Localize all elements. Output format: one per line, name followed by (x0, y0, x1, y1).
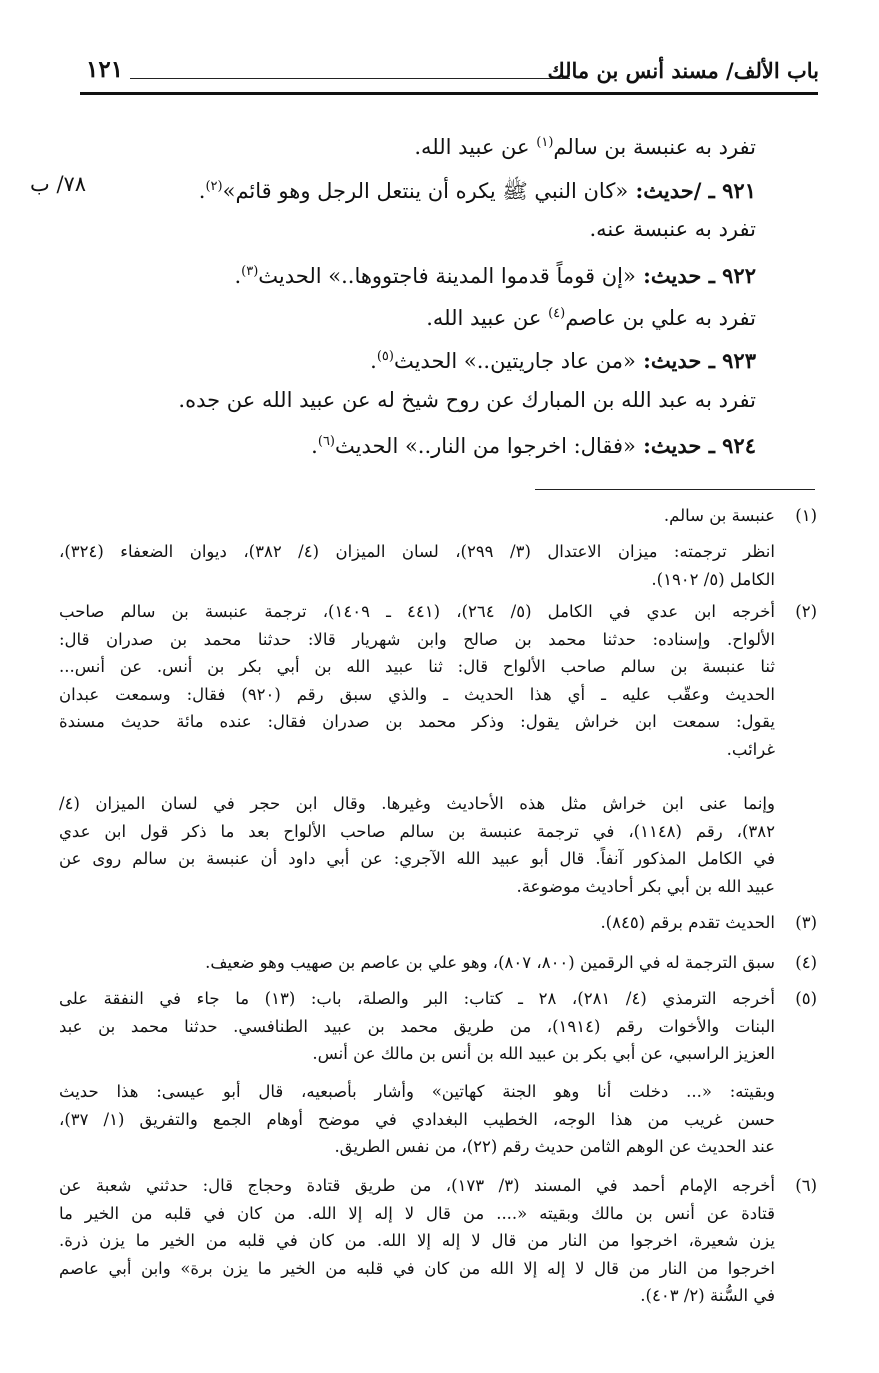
footnote-2-continued (59, 790, 775, 900)
footnote-ref-6[interactable]: (٦) (317, 434, 335, 449)
hadith-text: «من عاد جاريتين..» الحديث (393, 349, 636, 373)
footnote-line: حسن غريب من هذا الوجه، الخطيب البغدادي في موضح أوهام الجمع والتفريق (١/ ٣٧)، (59, 1109, 775, 1129)
manuscript-folio-note: ٧٨/ ب (30, 172, 87, 196)
body-text: تفرد به علي بن عاصم (565, 306, 756, 330)
body-line-5 (426, 299, 756, 333)
body-text: تفرد به عنبسة بن سالم (553, 135, 756, 159)
footnote-ref-1[interactable]: (١) (536, 135, 554, 150)
hadith-text: «إن قوماً قدموا المدينة فاجتووها..» الحديث (258, 264, 636, 288)
footnote-line: وبقيته: «... دخلت أنا وهو الجنة كهاتين» وأشار بأصبعيه، قال أبو عيسى: هذا حديث (59, 1082, 775, 1101)
footnote-line: البنات والأخوات رقم (١٩١٤)، من طريق محمد بن عبيد الطنافسي. حدثنا محمد بن عبد (59, 1016, 775, 1036)
footnote-number-3: (٣) (795, 913, 817, 932)
hadith-text: «كان النبي ﷺ يكره أن ينتعل الرجل وهو قائم» (222, 179, 629, 203)
hadith-label: ٩٢٤ ـ حديث: (635, 433, 756, 458)
footnote-line: عبيد الله بن أبي بكر أحاديث موضوعة. (516, 876, 775, 896)
footnote-number-6: (٦) (795, 1176, 817, 1195)
body-line-1 (414, 128, 756, 162)
footnote-line: اخرجوا من النار من قال لا إله إلا الله من كان في قلبه من الخير ما يزن برة» وابن أبي عاصم (59, 1258, 775, 1278)
footnote-ref-5[interactable]: (٥) (376, 349, 394, 364)
header-rule-thin (130, 78, 570, 79)
footnote-number-2: (٢) (795, 602, 817, 621)
footnote-3 (59, 909, 775, 937)
footnote-line: يقول: سمعت ابن خراش يقول: وذكر محمد بن صدران فقال: عنده مائة حديث مسندة (59, 712, 775, 731)
hadith-label: ٩٢١ ـ /حديث: (628, 178, 756, 203)
footnote-line: سبق الترجمة له في الرقمين (٨٠٠، ٨٠٧)، وهو علي بن عاصم بن صهيب وهو ضعيف. (205, 953, 775, 972)
footnote-line: ٣٨٢)، رقم (١١٤٨)، في ترجمة عنبسة بن سالم صاحب الألواح بعد ما ذكر قول ابن عدي (59, 821, 776, 841)
running-header-title: باب الألف/ مسند أنس بن مالك (547, 58, 819, 83)
hadith-label: ٩٢٢ ـ حديث: (635, 263, 756, 288)
footnote-4 (59, 949, 775, 977)
body-text: . (311, 434, 318, 458)
footnote-1-continued (59, 538, 775, 593)
footnote-ref-4[interactable]: (٤) (548, 306, 566, 321)
footnote-number-5: (٥) (795, 989, 817, 1008)
footnote-line: في السُّنة (٢/ ٤٠٣). (640, 1286, 775, 1305)
footnote-line: وإنما عنى ابن خراش مثل هذه الأحاديث وغيرها. وقال ابن حجر في لسان الميزان (٤/ (59, 794, 775, 813)
footnote-line: قتادة عن أنس بن مالك وبقيته «.... من قال لا إله إلا الله. من كان في قلبه من الخير ما (59, 1203, 775, 1223)
footnote-line: عنبسة بن سالم. (663, 506, 775, 525)
footnote-line: الألواح. وإسناده: حدثنا محمد بن صالح وابن شهريار قالا: حدثنا محمد بن صدران قال: (59, 629, 775, 649)
header-rule-thick (80, 92, 818, 95)
footnote-line: أخرجه الإمام أحمد في المسند (٣/ ١٧٣)، من طريق قتادة وحجاج قال: حدثني شعبة عن (59, 1176, 775, 1195)
footnote-ref-2[interactable]: (٢) (205, 179, 223, 194)
hadith-923 (370, 342, 756, 376)
footnote-6 (59, 1172, 775, 1310)
footnote-line: الحديث وعقّب عليه ـ أي هذا الحديث ـ والذي سبق رقم (٩٢٠) فقال: وسمعت عبدان (59, 684, 775, 704)
footnote-line: غرائب. (726, 739, 775, 759)
footnote-line: في الكامل المذكور آنفاً. قال أبو عبيد الله الآجري: عن أبي داود أن عنبسة بن سالم روى عن (59, 849, 775, 868)
footnote-1 (59, 502, 775, 530)
footnote-ref-3[interactable]: (٣) (241, 264, 259, 279)
footnote-line: يزن شعيرة، اخرجوا من النار من قال لا إله إلا الله. من كان في قلبه من الخير ما يزن ذرة. (59, 1231, 775, 1250)
footnote-number-4: (٤) (795, 953, 817, 972)
body-text: عن عبيد الله. (414, 135, 537, 159)
body-text: عن عبيد الله. (426, 306, 549, 330)
body-text: . (234, 264, 242, 288)
footnote-line: أخرجه الترمذي (٤/ ٢٨١)، ٢٨ ـ كتاب: البر والصلة، باب: (١٣) ما جاء في النفقة على (59, 989, 776, 1008)
footnote-separator (535, 489, 815, 490)
footnote-line: عند الحديث عن الوهم الثامن حديث رقم (٢٢)، من نفس الطريق. (334, 1137, 775, 1156)
footnote-number-1: (١) (795, 506, 817, 525)
hadith-924 (311, 427, 756, 461)
footnote-line: الكامل (٥/ ١٩٠٢). (651, 569, 775, 589)
hadith-label: ٩٢٣ ـ حديث: (635, 348, 756, 373)
hadith-921 (199, 172, 756, 206)
body-text: . (198, 179, 206, 203)
footnote-5 (59, 985, 775, 1068)
footnote-2 (59, 598, 775, 763)
body-line-7: تفرد به عبد الله بن المبارك عن روح شيخ له عن عبيد الله عن جده. (178, 388, 756, 412)
footnote-line: الحديث تقدم برقم (٨٤٥). (600, 913, 775, 932)
footnote-5-continued (59, 1078, 775, 1161)
page-number: ١٢١ (86, 56, 124, 83)
body-line-3: تفرد به عنبسة عنه. (589, 217, 756, 241)
footnote-line: أخرجه ابن عدي في الكامل (٥/ ٢٦٤)، (٤٤١ ـ ١٤٠٩)، ترجمة عنبسة بن سالم صاحب (59, 602, 776, 621)
body-text: . (370, 349, 377, 373)
hadith-922 (234, 257, 756, 291)
footnote-line: ثنا عنبسة بن سالم صاحب الألواح قال: ثنا عبيد الله بن أبي بكر بن أنس. عن أنس... (59, 657, 775, 676)
footnote-line: انظر ترجمته: ميزان الاعتدال (٣/ ٢٩٩)، لسان الميزان (٤/ ٣٨٢)، ديوان الضعفاء (٣٢٤)، (59, 542, 775, 561)
hadith-text: «فقال: اخرجوا من النار..» الحديث (335, 434, 636, 458)
footnote-line: العزيز الراسبي، عن أبي بكر بن عبيد الله بن أنس بن مالك عن أنس. (312, 1044, 775, 1063)
